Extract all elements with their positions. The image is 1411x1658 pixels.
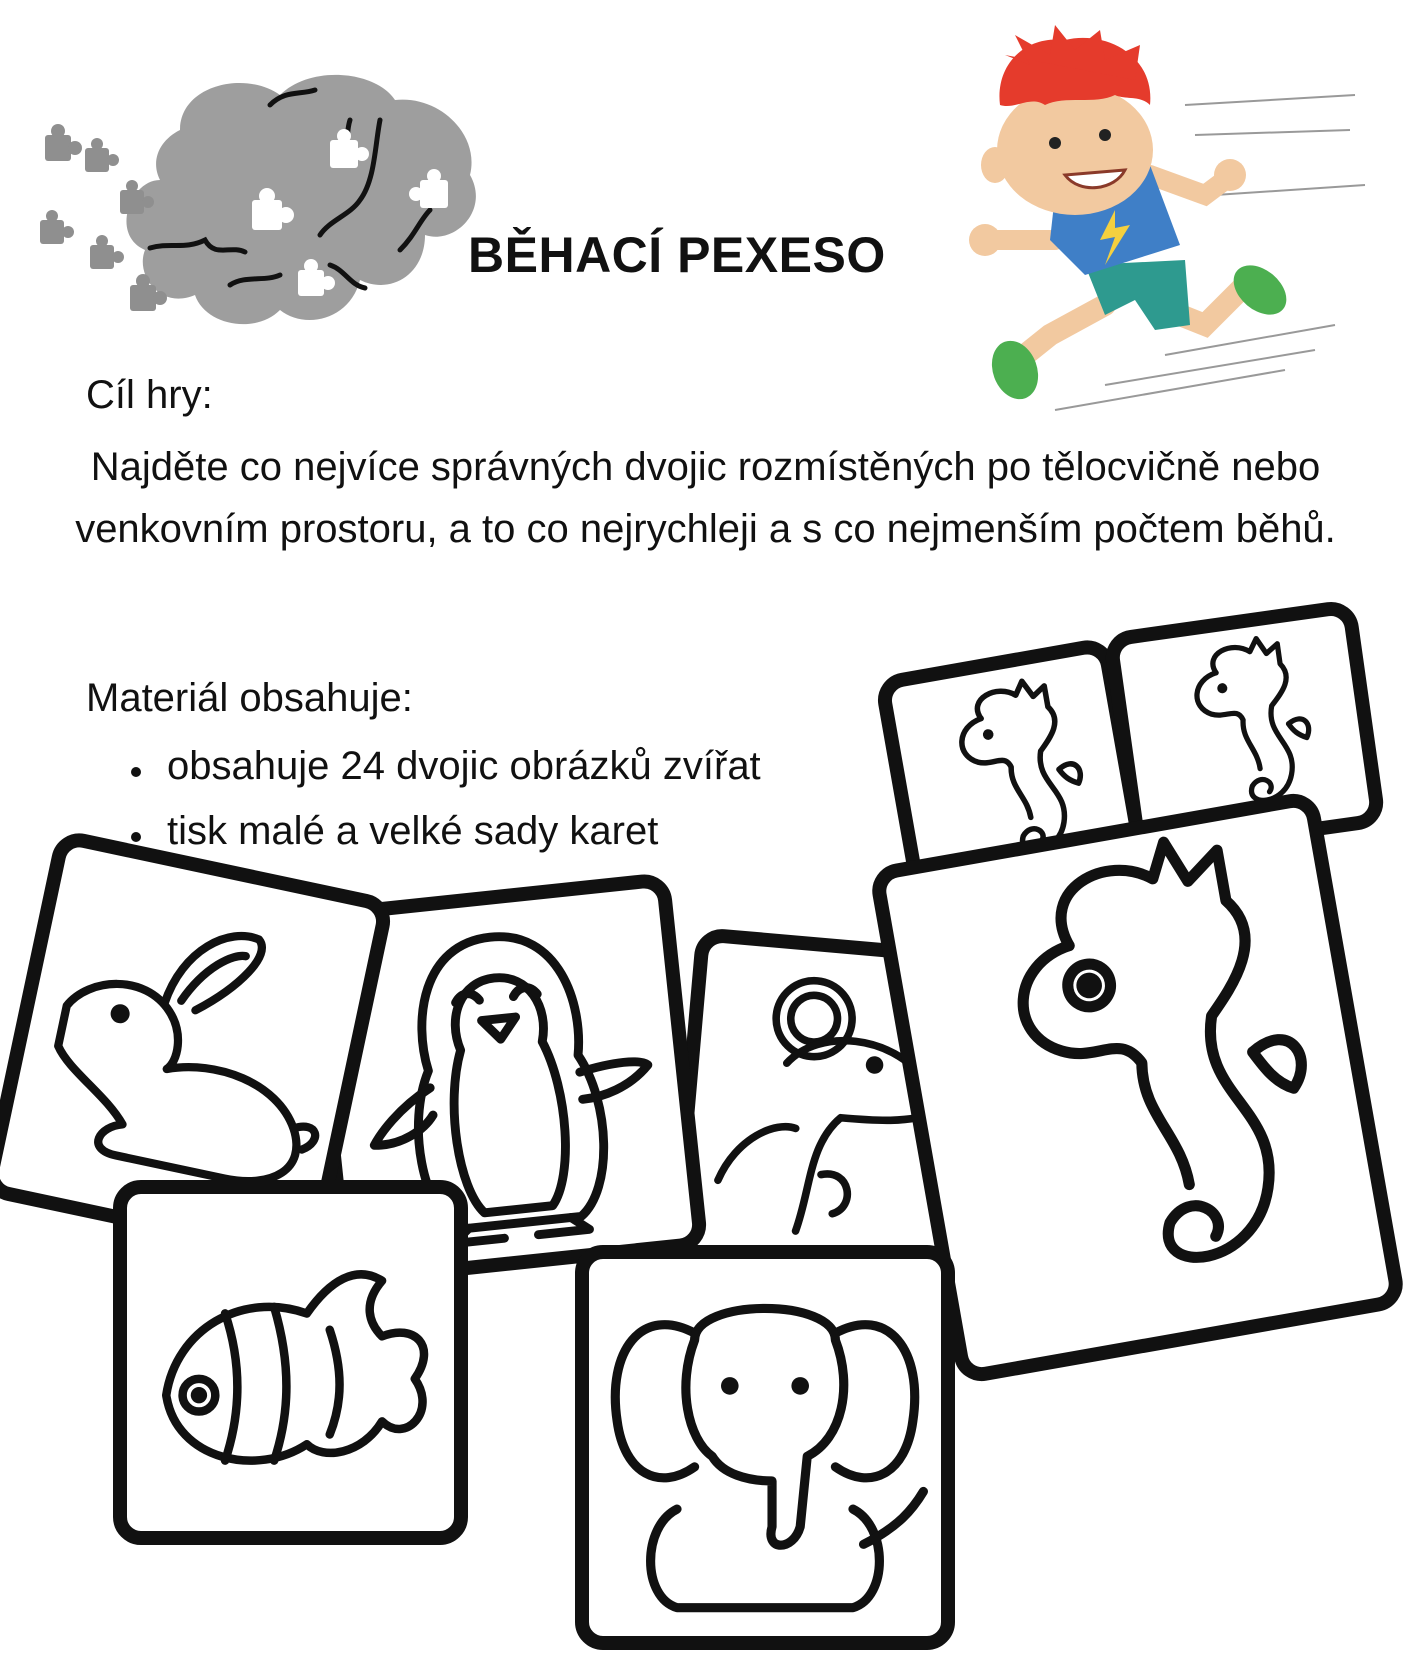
fish-icon bbox=[127, 1194, 454, 1531]
elephant-icon bbox=[589, 1259, 941, 1636]
list-item-text: obsahuje 24 dvojic obrázků zvířat bbox=[167, 744, 761, 788]
bullet-icon bbox=[131, 832, 141, 842]
list-item bbox=[167, 809, 658, 854]
card-fish bbox=[113, 1180, 468, 1545]
material-heading: Materiál obsahuje: bbox=[86, 676, 413, 720]
list-item bbox=[167, 744, 761, 789]
bullet-icon bbox=[131, 767, 141, 777]
seahorse-icon bbox=[884, 806, 1391, 1370]
card-elephant bbox=[575, 1245, 955, 1650]
goal-description: Najděte co nejvíce správných dvojic rozmístěných po tělocvičně nebo venkovním prostoru, a to co nejrychleji a s co nejmenším počtem běhů. bbox=[75, 445, 1336, 551]
goal-heading: Cíl hry: bbox=[86, 373, 213, 417]
list-item-text: tisk malé a velké sady karet bbox=[167, 809, 659, 853]
page-title: BĚHACÍ PEXESO bbox=[468, 227, 886, 283]
running-boy-illustration bbox=[955, 25, 1375, 420]
puzzle-cloud-icon bbox=[30, 60, 480, 350]
